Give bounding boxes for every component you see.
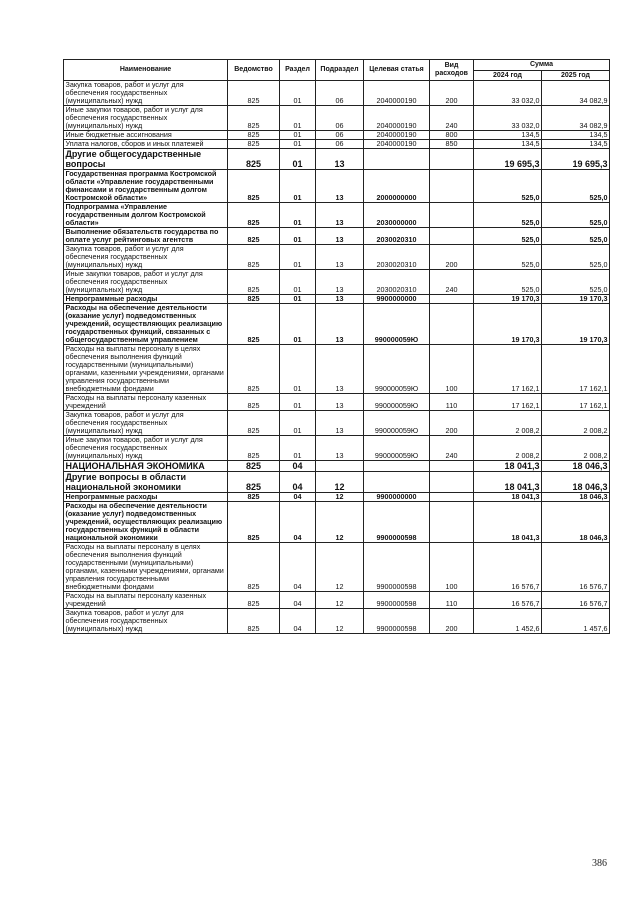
table-cell-vid: 110 [430, 592, 474, 609]
table-cell-celevaya: 2030020310 [364, 228, 430, 245]
table-cell-razdel: 04 [280, 609, 316, 634]
header-razdel: Раздел [280, 60, 316, 81]
table-cell-2024: 1 452,6 [474, 609, 542, 634]
table-cell-2025: 134,5 [542, 140, 610, 149]
table-cell-razdel: 01 [280, 149, 316, 170]
table-cell-2024: 525,0 [474, 270, 542, 295]
table-row [64, 304, 610, 345]
table-cell-2025: 34 082,9 [542, 81, 610, 106]
table-cell-name: Подпрограмма «Управление государственным долгом Костромской области» [64, 203, 228, 228]
table-cell-2024: 17 162,1 [474, 345, 542, 394]
table-cell-celevaya [364, 472, 430, 493]
table-cell-2025: 17 162,1 [542, 394, 610, 411]
table-cell-2025: 1 457,6 [542, 609, 610, 634]
table-cell-vid: 110 [430, 394, 474, 411]
table-cell-2025: 525,0 [542, 170, 610, 203]
table-cell-razdel: 04 [280, 472, 316, 493]
header-podrazdel: Подраздел [316, 60, 364, 81]
table-cell-razdel: 01 [280, 228, 316, 245]
table-cell-razdel: 01 [280, 170, 316, 203]
table-row [64, 493, 610, 502]
table-cell-vedomstvo: 825 [228, 493, 280, 502]
table-cell-name: Иные закупки товаров, работ и услуг для обеспечения государственных (муниципальных) нужд [64, 270, 228, 295]
table-cell-2025: 525,0 [542, 245, 610, 270]
table-cell-razdel: 04 [280, 543, 316, 592]
table-cell-vedomstvo: 825 [228, 543, 280, 592]
table-cell-vid [430, 149, 474, 170]
table-row [64, 543, 610, 592]
table-cell-podrazdel: 06 [316, 81, 364, 106]
table-cell-2025: 34 082,9 [542, 106, 610, 131]
table-cell-razdel: 01 [280, 203, 316, 228]
table-cell-name: Непрограммные расходы [64, 493, 228, 502]
budget-table [63, 59, 610, 634]
table-cell-vid: 240 [430, 436, 474, 461]
header-2024: 2024 год [474, 71, 542, 81]
table-cell-2024: 19 170,3 [474, 304, 542, 345]
table-row [64, 245, 610, 270]
table-cell-2024: 19 170,3 [474, 295, 542, 304]
table-cell-vid: 200 [430, 411, 474, 436]
table-cell-name: Уплата налогов, сборов и иных платежей [64, 140, 228, 149]
table-row [64, 131, 610, 140]
table-cell-name: Расходы на обеспечение деятельности (оказание услуг) подведомственных учреждений, осуществляющих реализацию государственных функций, связанных с общегосударственным управлением [64, 304, 228, 345]
header-name: Наименование [64, 60, 228, 81]
table-cell-celevaya: 9900000000 [364, 493, 430, 502]
table-cell-podrazdel: 13 [316, 245, 364, 270]
table-cell-2024: 525,0 [474, 228, 542, 245]
table-cell-2024: 19 695,3 [474, 149, 542, 170]
table-cell-2025: 16 576,7 [542, 592, 610, 609]
table-cell-razdel: 01 [280, 394, 316, 411]
table-cell-celevaya [364, 149, 430, 170]
table-cell-podrazdel [316, 461, 364, 472]
table-cell-celevaya: 2030020310 [364, 245, 430, 270]
table-body [64, 81, 610, 634]
table-cell-vedomstvo: 825 [228, 592, 280, 609]
table-cell-2025: 2 008,2 [542, 436, 610, 461]
table-row [64, 394, 610, 411]
table-cell-podrazdel: 13 [316, 149, 364, 170]
table-cell-name: Расходы на выплаты персоналу в целях обеспечения выполнения функций государственными (муниципальными) органами, казенными учреждениями, органами управления государственными внебюджетными фондами [64, 543, 228, 592]
table-cell-podrazdel: 13 [316, 228, 364, 245]
table-cell-celevaya: 990000059Ю [364, 394, 430, 411]
table-cell-celevaya: 2040000190 [364, 106, 430, 131]
table-cell-vedomstvo: 825 [228, 609, 280, 634]
table-cell-razdel: 01 [280, 245, 316, 270]
table-cell-podrazdel: 13 [316, 270, 364, 295]
table-cell-razdel: 04 [280, 592, 316, 609]
table-cell-2025: 18 046,3 [542, 493, 610, 502]
table-cell-2024: 17 162,1 [474, 394, 542, 411]
table-cell-name: Закупка товаров, работ и услуг для обеспечения государственных (муниципальных) нужд [64, 411, 228, 436]
table-cell-razdel: 04 [280, 493, 316, 502]
table-cell-podrazdel: 12 [316, 472, 364, 493]
table-cell-vedomstvo: 825 [228, 436, 280, 461]
table-cell-2024: 33 032,0 [474, 106, 542, 131]
table-row [64, 461, 610, 472]
table-cell-vedomstvo: 825 [228, 81, 280, 106]
table-cell-celevaya: 9900000598 [364, 543, 430, 592]
table-row [64, 436, 610, 461]
table-cell-podrazdel: 13 [316, 394, 364, 411]
table-cell-2024: 525,0 [474, 170, 542, 203]
table-cell-vedomstvo: 825 [228, 304, 280, 345]
table-row [64, 502, 610, 543]
table-cell-vedomstvo: 825 [228, 140, 280, 149]
table-cell-vid [430, 493, 474, 502]
table-cell-2025: 19 695,3 [542, 149, 610, 170]
table-cell-name: Другие общегосударственные вопросы [64, 149, 228, 170]
table-row [64, 228, 610, 245]
table-cell-name: Непрограммные расходы [64, 295, 228, 304]
table-cell-vid: 200 [430, 81, 474, 106]
table-cell-vedomstvo: 825 [228, 394, 280, 411]
table-cell-2025: 19 170,3 [542, 304, 610, 345]
table-cell-razdel: 01 [280, 131, 316, 140]
table-cell-name: Закупка товаров, работ и услуг для обеспечения государственных (муниципальных) нужд [64, 245, 228, 270]
table-cell-name: Расходы на обеспечение деятельности (оказание услуг) подведомственных учреждений, осуществляющих реализацию государственных функций в области национальной экономики [64, 502, 228, 543]
table-cell-podrazdel: 06 [316, 140, 364, 149]
table-cell-name: Расходы на выплаты персоналу казенных учреждений [64, 394, 228, 411]
table-cell-name: Расходы на выплаты персоналу в целях обеспечения выполнения функций государственными (муниципальными) органами, казенными учреждениями, органами управления государственными внебюджетными фондами [64, 345, 228, 394]
table-cell-2025: 18 046,3 [542, 502, 610, 543]
table-cell-podrazdel: 12 [316, 502, 364, 543]
table-cell-2024: 134,5 [474, 131, 542, 140]
table-cell-razdel: 01 [280, 270, 316, 295]
table-cell-vid: 850 [430, 140, 474, 149]
table-cell-2024: 16 576,7 [474, 592, 542, 609]
table-cell-vedomstvo: 825 [228, 131, 280, 140]
table-cell-vid: 200 [430, 245, 474, 270]
table-cell-podrazdel: 13 [316, 304, 364, 345]
table-cell-celevaya: 2040000190 [364, 140, 430, 149]
table-cell-2025: 19 170,3 [542, 295, 610, 304]
table-cell-razdel: 01 [280, 81, 316, 106]
table-cell-vedomstvo: 825 [228, 411, 280, 436]
table-cell-2025: 525,0 [542, 270, 610, 295]
table-cell-podrazdel: 12 [316, 592, 364, 609]
table-cell-2024: 18 041,3 [474, 461, 542, 472]
table-cell-2025: 17 162,1 [542, 345, 610, 394]
table-cell-vid [430, 461, 474, 472]
table-cell-vedomstvo: 825 [228, 472, 280, 493]
table-cell-vid [430, 472, 474, 493]
table-cell-vid [430, 502, 474, 543]
table-row [64, 592, 610, 609]
table-row [64, 149, 610, 170]
table-cell-name: Закупка товаров, работ и услуг для обеспечения государственных (муниципальных) нужд [64, 81, 228, 106]
table-row [64, 472, 610, 493]
table-cell-razdel: 01 [280, 436, 316, 461]
table-cell-vedomstvo: 825 [228, 345, 280, 394]
table-cell-razdel: 01 [280, 140, 316, 149]
table-cell-name: Иные закупки товаров, работ и услуг для обеспечения государственных (муниципальных) нужд [64, 436, 228, 461]
table-cell-name: Государственная программа Костромской области «Управление государственными финансами и государственным долгом Костромской области» [64, 170, 228, 203]
table-cell-2024: 18 041,3 [474, 502, 542, 543]
table-cell-2024: 2 008,2 [474, 411, 542, 436]
table-row [64, 295, 610, 304]
table-cell-vid: 240 [430, 106, 474, 131]
table-cell-vedomstvo: 825 [228, 228, 280, 245]
table-cell-name: НАЦИОНАЛЬНАЯ ЭКОНОМИКА [64, 461, 228, 472]
table-cell-celevaya: 990000059Ю [364, 436, 430, 461]
table-cell-vid [430, 228, 474, 245]
table-cell-celevaya: 990000059Ю [364, 345, 430, 394]
table-cell-vedomstvo: 825 [228, 461, 280, 472]
table-cell-2024: 18 041,3 [474, 493, 542, 502]
table-row [64, 345, 610, 394]
table-cell-podrazdel: 12 [316, 543, 364, 592]
table-cell-2024: 525,0 [474, 245, 542, 270]
table-cell-name: Иные закупки товаров, работ и услуг для обеспечения государственных (муниципальных) нужд [64, 106, 228, 131]
table-cell-vid: 100 [430, 543, 474, 592]
table-cell-2025: 525,0 [542, 203, 610, 228]
table-cell-razdel: 01 [280, 411, 316, 436]
table-cell-razdel: 01 [280, 345, 316, 394]
table-cell-celevaya: 2030020310 [364, 270, 430, 295]
table-cell-2024: 2 008,2 [474, 436, 542, 461]
budget-sheet [63, 59, 609, 634]
table-cell-celevaya: 2000000000 [364, 170, 430, 203]
table-cell-podrazdel: 13 [316, 411, 364, 436]
table-cell-2025: 525,0 [542, 228, 610, 245]
table-cell-celevaya [364, 461, 430, 472]
table-cell-celevaya: 9900000000 [364, 295, 430, 304]
table-cell-razdel: 01 [280, 295, 316, 304]
table-cell-vid [430, 203, 474, 228]
table-cell-2025: 18 046,3 [542, 472, 610, 493]
table-cell-razdel: 04 [280, 502, 316, 543]
table-cell-vid [430, 170, 474, 203]
table-cell-name: Выполнение обязательств государства по оплате услуг рейтинговых агентств [64, 228, 228, 245]
page-number: 386 [592, 858, 607, 869]
table-cell-celevaya: 2030000000 [364, 203, 430, 228]
table-cell-razdel: 01 [280, 304, 316, 345]
table-cell-vid: 200 [430, 609, 474, 634]
table-cell-podrazdel: 06 [316, 131, 364, 140]
table-cell-vid: 240 [430, 270, 474, 295]
table-cell-2024: 16 576,7 [474, 543, 542, 592]
table-cell-podrazdel: 13 [316, 203, 364, 228]
table-cell-razdel: 04 [280, 461, 316, 472]
table-cell-celevaya: 2040000190 [364, 81, 430, 106]
table-cell-celevaya: 990000059Ю [364, 411, 430, 436]
table-row [64, 81, 610, 106]
header-2025: 2025 год [542, 71, 610, 81]
table-cell-celevaya: 9900000598 [364, 592, 430, 609]
table-cell-name: Расходы на выплаты персоналу казенных учреждений [64, 592, 228, 609]
table-cell-name: Закупка товаров, работ и услуг для обеспечения государственных (муниципальных) нужд [64, 609, 228, 634]
header-vedomstvo: Ведомство [228, 60, 280, 81]
table-row [64, 170, 610, 203]
table-cell-celevaya: 990000059Ю [364, 304, 430, 345]
table-cell-vedomstvo: 825 [228, 106, 280, 131]
table-cell-vedomstvo: 825 [228, 170, 280, 203]
table-cell-celevaya: 9900000598 [364, 609, 430, 634]
table-cell-podrazdel: 12 [316, 609, 364, 634]
table-cell-podrazdel: 13 [316, 436, 364, 461]
table-cell-podrazdel: 12 [316, 493, 364, 502]
table-cell-2024: 134,5 [474, 140, 542, 149]
table-cell-vedomstvo: 825 [228, 203, 280, 228]
table-cell-celevaya: 2040000190 [364, 131, 430, 140]
table-cell-vid: 800 [430, 131, 474, 140]
table-cell-2024: 33 032,0 [474, 81, 542, 106]
table-cell-vid [430, 295, 474, 304]
table-row [64, 270, 610, 295]
table-cell-vedomstvo: 825 [228, 149, 280, 170]
table-cell-vedomstvo: 825 [228, 295, 280, 304]
table-cell-2025: 18 046,3 [542, 461, 610, 472]
header-celevaya: Целевая статья [364, 60, 430, 81]
table-row [64, 609, 610, 634]
table-cell-name: Другие вопросы в области национальной экономики [64, 472, 228, 493]
table-cell-vedomstvo: 825 [228, 270, 280, 295]
table-cell-podrazdel: 13 [316, 345, 364, 394]
table-row [64, 411, 610, 436]
table-cell-vid: 100 [430, 345, 474, 394]
table-row [64, 140, 610, 149]
table-cell-podrazdel: 13 [316, 295, 364, 304]
table-cell-celevaya: 9900000598 [364, 502, 430, 543]
header-summa: Сумма [474, 60, 610, 71]
table-cell-2025: 2 008,2 [542, 411, 610, 436]
table-cell-podrazdel: 13 [316, 170, 364, 203]
table-cell-vedomstvo: 825 [228, 245, 280, 270]
table-cell-2025: 16 576,7 [542, 543, 610, 592]
table-cell-vedomstvo: 825 [228, 502, 280, 543]
table-cell-podrazdel: 06 [316, 106, 364, 131]
table-row [64, 106, 610, 131]
table-row [64, 203, 610, 228]
table-cell-razdel: 01 [280, 106, 316, 131]
table-cell-2025: 134,5 [542, 131, 610, 140]
table-cell-2024: 525,0 [474, 203, 542, 228]
table-cell-vid [430, 304, 474, 345]
header-vid: Вид расходов [430, 60, 474, 81]
table-cell-name: Иные бюджетные ассигнования [64, 131, 228, 140]
table-cell-2024: 18 041,3 [474, 472, 542, 493]
